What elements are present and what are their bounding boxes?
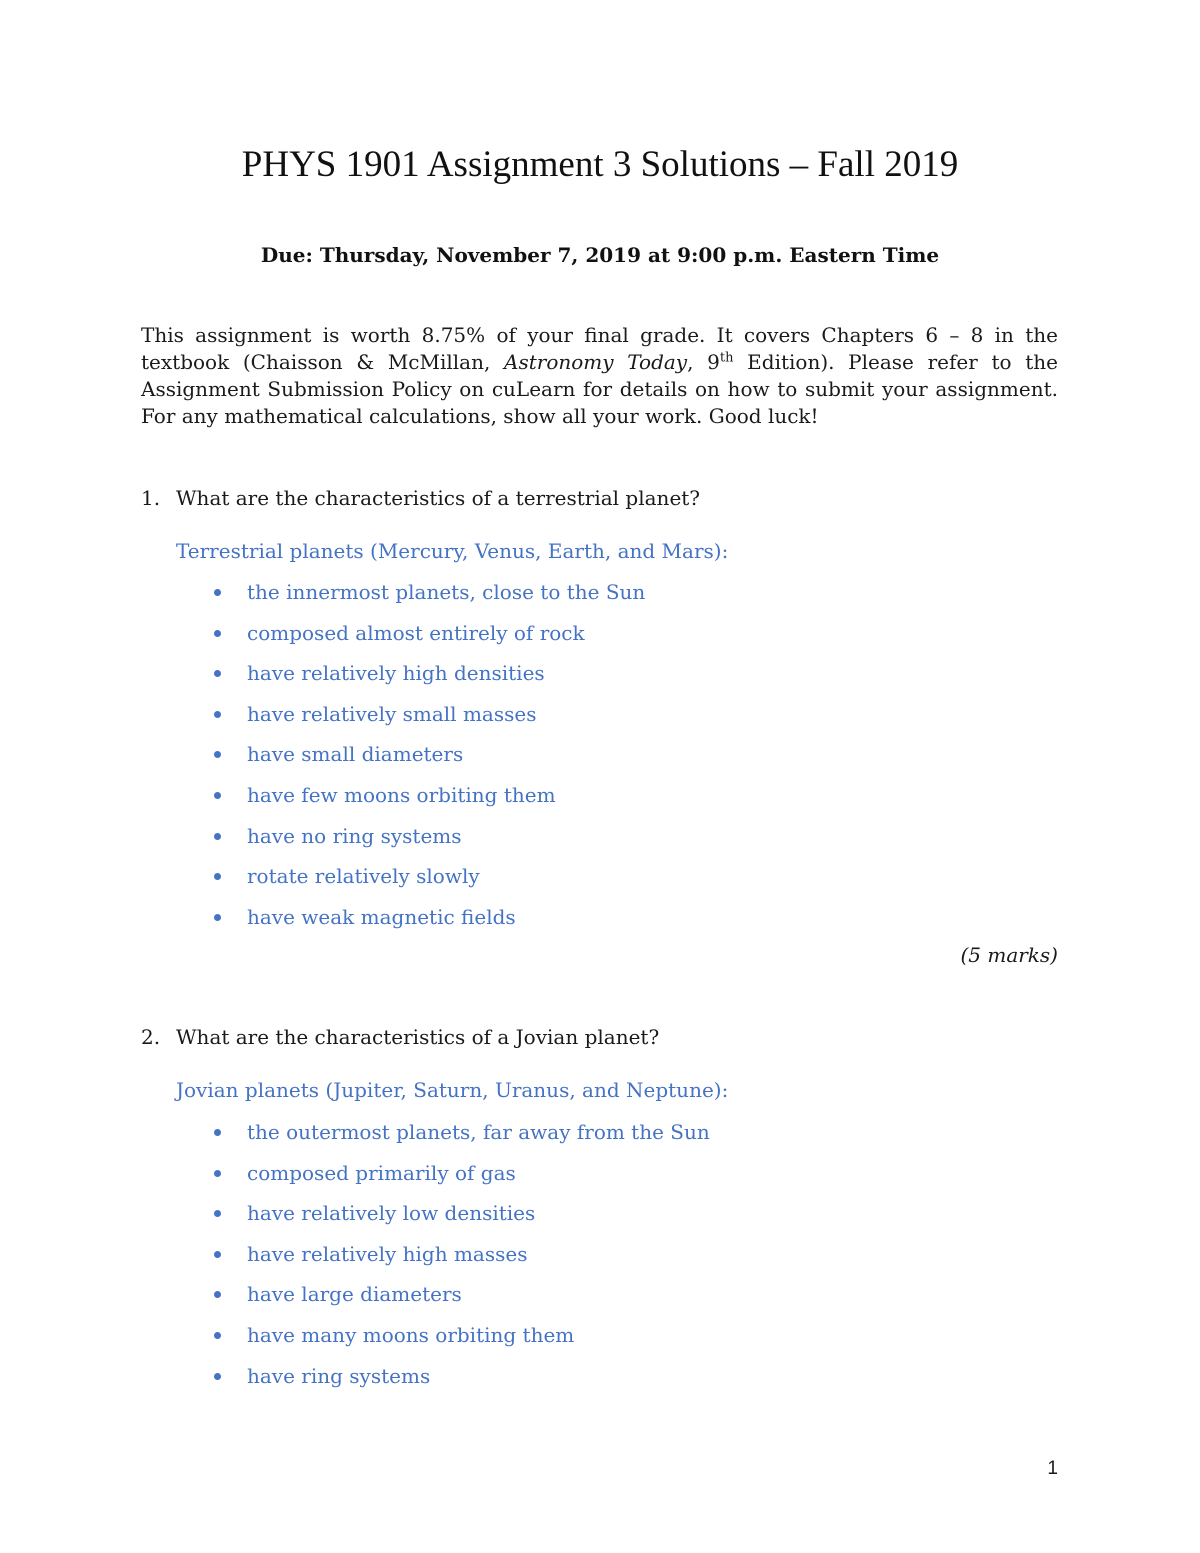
- question-1: [141, 484, 1058, 512]
- list-item-text: the innermost planets, close to the Sun: [247, 580, 646, 604]
- bullet-icon: [214, 1210, 221, 1217]
- list-item: [176, 903, 645, 944]
- bullet-icon: [214, 1170, 221, 1177]
- bullet-icon: [214, 1129, 221, 1136]
- list-item-text: have ring systems: [247, 1363, 431, 1388]
- list-item-text: have small diameters: [247, 742, 464, 767]
- intro-text-part2: , 9: [687, 350, 720, 374]
- list-item-text: rotate relatively slowly: [247, 864, 480, 889]
- list-item: [176, 700, 645, 741]
- list-item: [176, 1199, 710, 1240]
- list-item: [176, 1118, 710, 1159]
- bullet-icon: [214, 914, 221, 921]
- list-item-text: have many moons orbiting them: [247, 1322, 575, 1347]
- list-item: [176, 1362, 710, 1403]
- marks-label: (5 marks): [960, 943, 1058, 967]
- list-item: [176, 1280, 710, 1321]
- list-item-text: have weak magnetic fields: [247, 904, 516, 929]
- bullet-icon: [214, 1332, 221, 1339]
- bullet-icon: [214, 873, 221, 880]
- list-item: [176, 1240, 710, 1281]
- answer-list-1: [176, 578, 645, 943]
- edition-superscript: th: [719, 350, 734, 366]
- list-item-text: have few moons orbiting them: [247, 782, 556, 807]
- list-item: [176, 1159, 710, 1200]
- answer-heading-2: Jovian planets (Jupiter, Saturn, Uranus, and Neptune):: [176, 1078, 729, 1102]
- list-item: [176, 659, 645, 700]
- list-item-text: the outermost planets, far away from the Sun: [247, 1120, 710, 1144]
- page-number: 1: [1047, 1458, 1058, 1479]
- book-title: Astronomy Today: [504, 350, 688, 374]
- list-item-text: have no ring systems: [247, 823, 462, 848]
- list-item-text: have relatively small masses: [247, 701, 537, 726]
- question-text: What are the characteristics of a Jovian planet?: [176, 1025, 660, 1049]
- question-number: 1.: [141, 486, 161, 510]
- question-number: 2.: [141, 1025, 161, 1049]
- answer-list-2: [176, 1118, 710, 1402]
- bullet-icon: [214, 711, 221, 718]
- intro-paragraph: [141, 322, 1058, 430]
- question-text: What are the characteristics of a terrestrial planet?: [176, 486, 701, 510]
- list-item: [176, 619, 645, 660]
- list-item: [176, 822, 645, 863]
- answer-heading-1: Terrestrial planets (Mercury, Venus, Earth, and Mars):: [176, 539, 729, 563]
- bullet-icon: [214, 792, 221, 799]
- bullet-icon: [214, 1291, 221, 1298]
- bullet-icon: [214, 589, 221, 596]
- bullet-icon: [214, 1373, 221, 1380]
- bullet-icon: [214, 751, 221, 758]
- list-item: [176, 862, 645, 903]
- intro-text-part1: This assignment is worth 8.75% of your final grade. It covers Chapters 6 – 8 in the textbook (Chaisson & McMillan,: [141, 323, 1058, 374]
- intro-text-part3: Edition). Please refer to the Assignment Submission Policy on cuLearn for details on how to submit your assignment. For any mathematical calculations, show all your work. Good luck!: [141, 350, 1058, 428]
- list-item: [176, 781, 645, 822]
- list-item-text: have relatively high densities: [247, 661, 545, 686]
- bullet-icon: [214, 833, 221, 840]
- list-item-text: have relatively low densities: [247, 1201, 536, 1226]
- list-item-text: have relatively high masses: [247, 1241, 528, 1266]
- list-item: [176, 1321, 710, 1362]
- page-title: PHYS 1901 Assignment 3 Solutions – Fall 2019: [241, 144, 959, 185]
- due-date: Due: Thursday, November 7, 2019 at 9:00 p.m. Eastern Time: [260, 243, 940, 267]
- question-2: [141, 1023, 1058, 1051]
- list-item-text: composed primarily of gas: [247, 1160, 516, 1185]
- list-item: [176, 740, 645, 781]
- bullet-icon: [214, 670, 221, 677]
- bullet-icon: [214, 1251, 221, 1258]
- list-item-text: have large diameters: [247, 1282, 462, 1307]
- list-item-text: composed almost entirely of rock: [247, 620, 585, 645]
- bullet-icon: [214, 630, 221, 637]
- list-item: [176, 578, 645, 619]
